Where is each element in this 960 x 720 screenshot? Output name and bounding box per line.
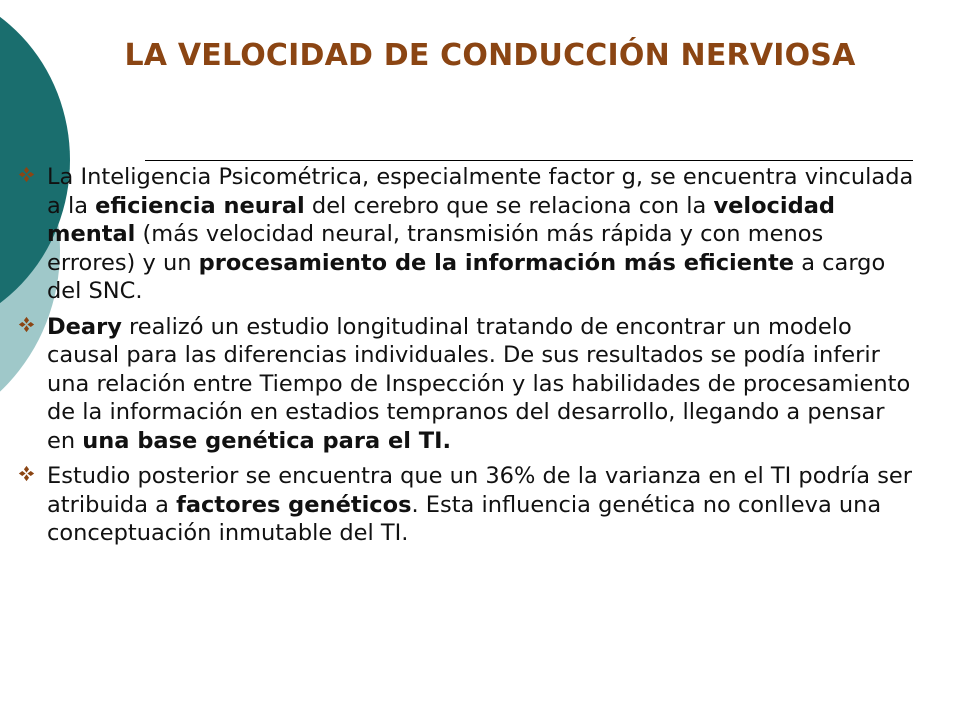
bold-text: una base genética para el TI. xyxy=(82,427,452,454)
bullet-list xyxy=(18,163,918,555)
bullet-item xyxy=(18,462,918,548)
diamond-bullet-icon xyxy=(18,315,35,339)
diamond-bullet-icon xyxy=(18,464,35,488)
body-text: (más velocidad neural, transmisión más rápida y con menos errores) y un xyxy=(47,221,824,276)
bullet-text xyxy=(47,462,918,548)
body-text: del cerebro que se relaciona con la xyxy=(304,192,714,219)
bold-text: procesamiento de la información más eficiente xyxy=(198,249,795,276)
body-text: realizó un estudio longitudinal tratando de encontrar un modelo causal para las diferencias individuales. De sus resultados se podía inferir una relación entre Tiempo de Inspección y las habilidades de procesamiento de la información en estadios tempranos del desarrollo, llegando a pensar en xyxy=(47,313,911,454)
bullet-text xyxy=(47,313,918,456)
bullet-item xyxy=(18,313,918,456)
bullet-item xyxy=(18,163,918,306)
bold-text: velocidad mental xyxy=(47,192,835,247)
bold-text: factores genéticos xyxy=(176,491,412,518)
bold-text: eficiencia neural xyxy=(95,192,305,219)
body-text: Estudio posterior se encuentra que un 36% de la varianza en el TI podría ser atribuida a xyxy=(47,463,913,518)
diamond-bullet-icon xyxy=(18,165,35,189)
page-title: LA VELOCIDAD DE CONDUCCIÓN NERVIOSA xyxy=(124,38,856,73)
body-text: a cargo del SNC. xyxy=(47,249,886,304)
body-text: . Esta influencia genética no conlleva una conceptuación inmutable del TI. xyxy=(47,491,882,546)
bullet-text xyxy=(47,163,918,306)
title-divider xyxy=(145,160,913,161)
body-text: La Inteligencia Psicométrica, especialmente factor g, se encuentra vinculada a la xyxy=(47,164,914,219)
bold-text: Deary xyxy=(47,313,122,340)
